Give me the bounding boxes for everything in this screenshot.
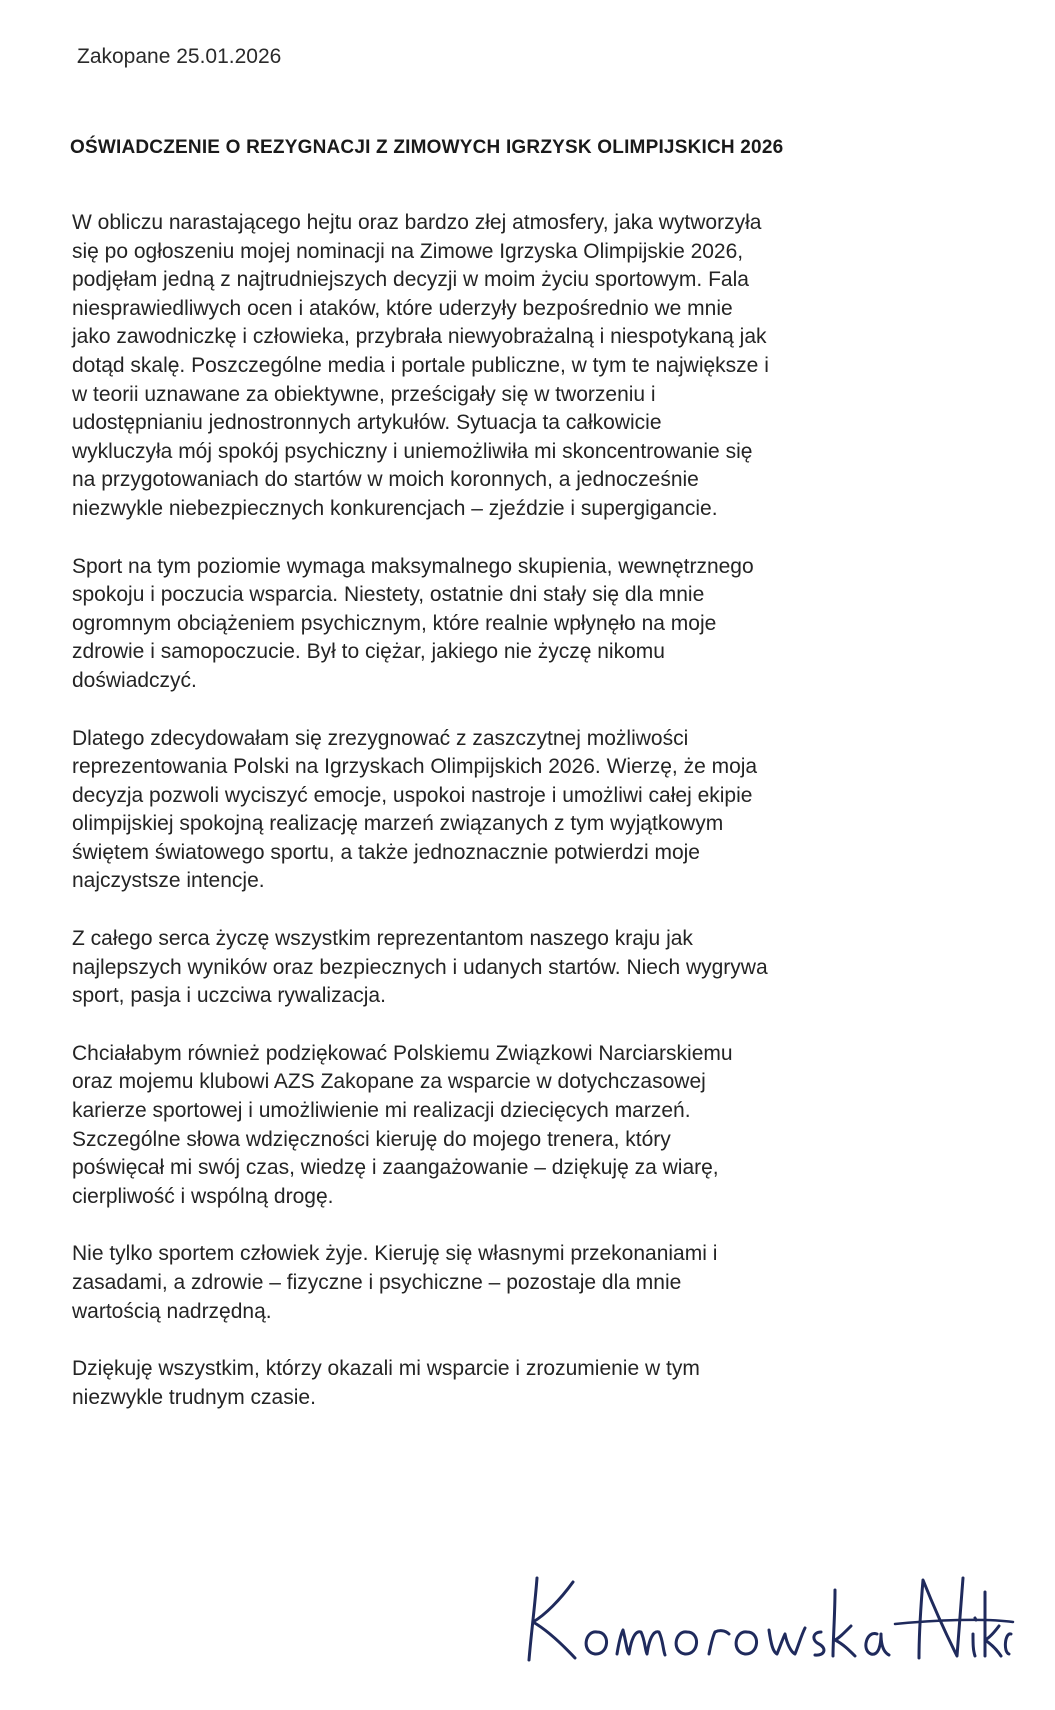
text-line: zdrowie i samopoczucie. Był to ciężar, jakiego nie życzę nikomu — [72, 640, 665, 664]
text-line: Z całego serca życzę wszystkim reprezentantom naszego kraju jak — [72, 927, 693, 951]
text-line: cierpliwość i wspólną drogę. — [72, 1184, 334, 1208]
paragraph — [72, 553, 972, 696]
text-line: jako zawodniczkę i człowieka, przybrała niewyobrażalną i niespotykaną jak — [72, 325, 767, 349]
text-line: niezwykle niebezpiecznych konkurencjach – zjeździe i supergigancie. — [72, 496, 718, 520]
text-line: poświęcał mi swój czas, wiedzę i zaangażowanie – dziękuję za wiarę, — [72, 1156, 719, 1180]
signature-icon — [515, 1560, 1015, 1670]
text-line: Dziękuję wszystkim, którzy okazali mi wsparcie i zrozumienie w tym — [72, 1357, 700, 1381]
text-line: olimpijskiej spokojną realizację marzeń związanych z tym wyjątkowym — [72, 812, 724, 836]
text-line: karierze sportowej i umożliwienie mi realizacji dziecięcych marzeń. — [72, 1099, 691, 1123]
paragraph — [72, 1040, 972, 1212]
text-line: ogromnym obciążeniem psychicznym, które realnie wpłynęło na moje — [72, 611, 717, 635]
text-line: świętem światowego sportu, a także jednoznacznie potwierdzi moje — [72, 840, 700, 864]
paragraph — [72, 725, 972, 897]
text-line: sport, pasja i uczciwa rywalizacja. — [72, 984, 386, 1008]
text-line: na przygotowaniach do startów w moich koronnych, a jednocześnie — [72, 468, 699, 492]
text-line: Szczególne słowa wdzięczności kieruję do mojego trenera, który — [72, 1127, 671, 1151]
text-line: Dlatego zdecydowałam się zrezygnować z zaszczytnej możliwości — [72, 726, 689, 750]
text-line: niezwykle trudnym czasie. — [72, 1385, 316, 1409]
text-line: w teorii uznawane za obiektywne, prześcigały się w tworzeniu i — [72, 382, 656, 406]
text-line: dotąd skalę. Poszczególne media i portale publiczne, w tym te największe i — [72, 353, 769, 377]
text-line: wartością nadrzędną. — [72, 1299, 272, 1323]
text-line: oraz mojemu klubowi AZS Zakopane za wsparcie w dotychczasowej — [72, 1070, 706, 1094]
text-line: Chciałabym również podziękować Polskiemu Związkowi Narciarskiemu — [72, 1041, 733, 1065]
text-line: udostępnianiu jednostronnych artykułów. Sytuacja ta całkowicie — [72, 411, 662, 435]
text-line: reprezentowania Polski na Igrzyskach Olimpijskich 2026. Wierzę, że moja — [72, 755, 758, 779]
text-line: wykluczyła mój spokój psychiczny i uniemożliwiła mi skoncentrowanie się — [72, 439, 753, 463]
text-line: zasadami, a zdrowie – fizyczne i psychiczne – pozostaje dla mnie — [72, 1271, 682, 1294]
text-line: decyzja pozwoli wyciszyć emocje, uspokoi nastroje i umożliwi całej ekipie — [72, 783, 753, 807]
text-line: się po ogłoszeniu mojej nominacji na Zimowe Igrzyska Olimpijskie 2026, — [72, 239, 744, 263]
text-line: niesprawiedliwych ocen i ataków, które uderzyły bezpośrednio we mnie — [72, 296, 733, 320]
document-body — [72, 209, 972, 1441]
paragraph — [72, 1355, 972, 1412]
paragraph — [72, 209, 972, 524]
text-line: najlepszych wyników oraz bezpiecznych i udanych startów. Niech wygrywa — [72, 955, 768, 979]
text-line: W obliczu narastającego hejtu oraz bardzo złej atmosfery, jaka wytworzyła — [72, 211, 762, 234]
document-title: OŚWIADCZENIE O REZYGNACJI Z ZIMOWYCH IGRZYSK OLIMPIJSKICH 2026 — [70, 137, 784, 158]
text-line: Sport na tym poziomie wymaga maksymalnego skupienia, wewnętrznego — [72, 554, 754, 578]
text-line: doświadczyć. — [72, 668, 197, 692]
text-line: spokoju i poczucia wsparcia. Niestety, ostatnie dni stały się dla mnie — [72, 583, 705, 607]
text-line: podjęłam jedną z najtrudniejszych decyzji w moim życiu sportowym. Fala — [72, 268, 749, 292]
paragraph — [72, 1240, 972, 1326]
place-date: Zakopane 25.01.2026 — [77, 45, 282, 68]
text-line: Nie tylko sportem człowiek żyje. Kieruję się własnymi przekonaniami i — [72, 1242, 718, 1266]
text-line: najczystsze intencje. — [72, 869, 265, 893]
paragraph — [72, 925, 972, 1011]
handwritten-signature — [515, 1560, 1015, 1670]
